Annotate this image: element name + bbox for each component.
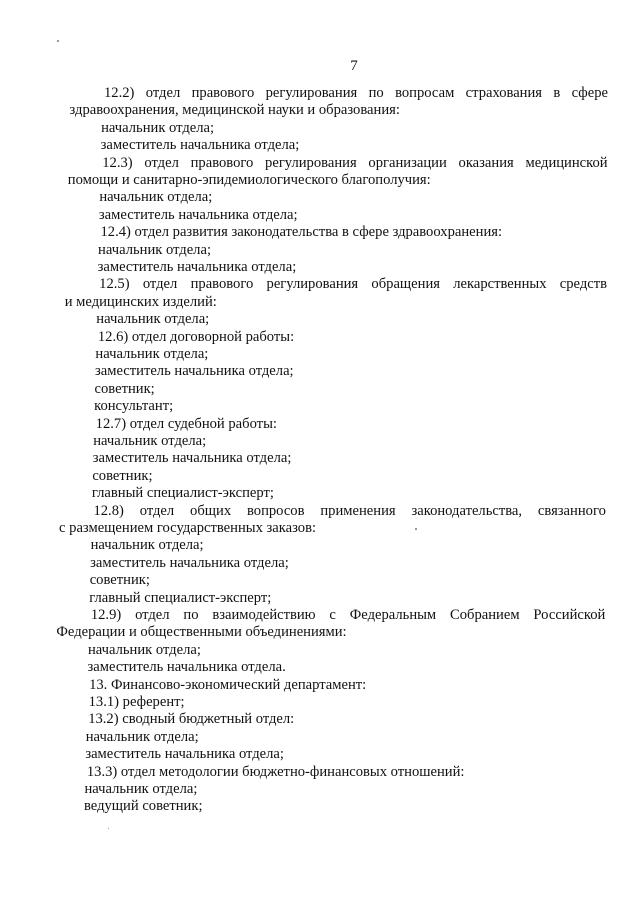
paragraph-continuation: и медицинских изделий:: [64, 293, 217, 310]
list-item: заместитель начальника отдела.: [87, 659, 286, 676]
list-item: заместитель начальника отдела;: [98, 206, 298, 223]
list-item: начальник отдела;: [90, 537, 204, 554]
list-item: начальник отдела;: [98, 241, 211, 258]
section-heading: 12.6) отдел договорной работы:: [97, 328, 295, 345]
section-heading: 12.4) отдел развития законодательства в сфере здравоохранения:: [100, 224, 503, 241]
list-item: советник;: [94, 380, 155, 397]
list-item: начальник отдела;: [99, 189, 213, 206]
section-heading: 12.7) отдел судебной работы:: [95, 415, 277, 432]
list-item: заместитель начальника отдела;: [100, 137, 300, 154]
paragraph-continuation: здравоохранения, медицинской науки и образования:: [69, 102, 400, 119]
list-item: ведущий советник;: [84, 798, 203, 815]
section-heading: 13.1) референт;: [88, 694, 185, 710]
list-item: заместитель начальника отдела;: [92, 450, 292, 467]
list-item: начальник отдела;: [95, 346, 209, 362]
list-item: советник;: [89, 572, 150, 589]
page-number: 7: [350, 58, 358, 74]
list-item: заместитель начальника отдела;: [97, 259, 297, 275]
scan-speck: [57, 40, 59, 42]
list-item: главный специалист-эксперт;: [89, 589, 272, 606]
list-item: консультант;: [94, 398, 174, 415]
list-item: заместитель начальника отдела;: [90, 554, 289, 571]
list-item: начальник отдела;: [93, 433, 207, 449]
list-item: заместитель начальника отдела;: [85, 746, 284, 763]
section-heading: 12.2) отдел правового регулирования по вопросам страхования в сфере: [104, 85, 608, 101]
section-heading: 12.3) отдел правового регулирования организации оказания медицинской: [102, 154, 608, 171]
list-item: советник;: [92, 467, 153, 484]
list-item: начальник отдела;: [96, 311, 210, 328]
list-item: начальник отдела;: [85, 728, 199, 745]
scan-speck: [108, 828, 109, 829]
list-item: начальник отдела;: [101, 119, 215, 136]
scan-speck: [415, 528, 417, 530]
list-item: главный специалист-эксперт;: [91, 485, 274, 502]
paragraph-continuation: Федерации и общественными объединениями:: [56, 624, 347, 641]
section-heading: 12.8) отдел общих вопросов применения законодательства, связанного: [93, 502, 606, 519]
list-item: начальник отдела;: [84, 781, 198, 797]
section-heading: 12.5) отдел правового регулирования обращения лекарственных средств: [99, 276, 608, 293]
list-item: начальник отдела;: [87, 641, 201, 658]
list-item: заместитель начальника отдела;: [94, 363, 294, 380]
section-heading: 12.9) отдел по взаимодействию с Федеральным Собранием Российской: [90, 607, 606, 623]
section-heading: 13.3) отдел методологии бюджетно-финансовых отношений:: [86, 763, 465, 780]
section-heading: 13.2) сводный бюджетный отдел:: [88, 711, 295, 728]
section-heading: 13. Финансово-экономический департамент:: [89, 676, 367, 693]
paragraph-continuation: помощи и санитарно-эпидемиологического благополучия:: [67, 172, 431, 188]
paragraph-continuation: с размещением государственных заказов:: [59, 520, 317, 536]
